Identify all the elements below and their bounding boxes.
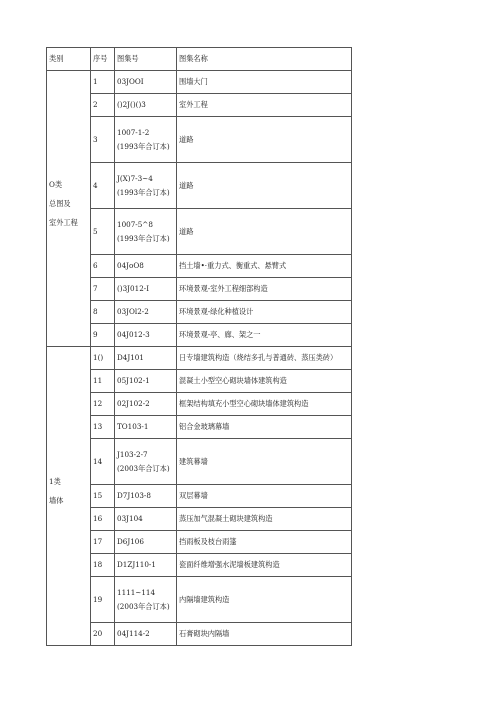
serial-cell: 16 [91, 508, 115, 531]
atlas-code-cell [115, 94, 177, 117]
serial-cell: 19 [91, 577, 115, 623]
atlas-name-cell: 挡雨板及枝台雨篷 [177, 531, 352, 554]
atlas-code: ()2J()()3 [117, 100, 146, 110]
serial-cell: 4 [91, 163, 115, 209]
header-row [47, 48, 352, 71]
serial-cell: 17 [91, 531, 115, 554]
serial-cell: 7 [91, 278, 115, 301]
atlas-code: D6J106 [117, 537, 144, 547]
atlas-code: J(X)7-3~4 [117, 173, 153, 183]
atlas-code-cell [115, 347, 177, 370]
atlas-code-cell [115, 393, 177, 416]
table-row [47, 439, 352, 485]
atlas-code-cell [115, 71, 177, 94]
atlas-name-cell: 环境景观-室外工程细部构造 [177, 278, 352, 301]
serial-cell: 1() [91, 347, 115, 370]
atlas-code-cell [115, 209, 177, 255]
atlas-code: TO103-1 [117, 422, 149, 432]
atlas-code: 1111~114 [117, 587, 156, 597]
category-line: 室外工程 [49, 217, 78, 227]
atlas-table-body [47, 48, 352, 646]
atlas-code-cell [115, 324, 177, 347]
atlas-code: 03JOl2-2 [117, 307, 149, 317]
atlas-name-cell: 道路 [177, 209, 352, 255]
atlas-code-cell [115, 485, 177, 508]
atlas-name-cell: 瓷面纤维增强水泥墙板建筑构造 [177, 554, 352, 577]
category-line: 墙体 [49, 496, 64, 505]
table-row [47, 301, 352, 324]
atlas-name-cell: 框架结构填充小型空心砌块墙体建筑构造 [177, 393, 352, 416]
table-row [47, 71, 352, 94]
atlas-code-cell [115, 117, 177, 163]
atlas-name-cell: 挡土墙•·重力式、衡重式、悬臂式 [177, 255, 352, 278]
header-serial: 序号 [91, 48, 115, 71]
atlas-code: J103-2-7 [117, 449, 148, 459]
category-line: 1类 [49, 477, 61, 487]
atlas-code: D7J103-8 [117, 491, 151, 501]
table-row [47, 577, 352, 623]
atlas-code: D1ZJ110-1 [117, 560, 156, 570]
atlas-code: D4J101 [117, 353, 144, 363]
atlas-code-cell [115, 370, 177, 393]
atlas-code-cell [115, 439, 177, 485]
atlas-name-cell: 内隔墙建筑构造 [177, 577, 352, 623]
header-atlas-code: 图集号 [115, 48, 177, 71]
table-row [47, 163, 352, 209]
table-row [47, 209, 352, 255]
atlas-name-cell: 室外工程 [177, 94, 352, 117]
category-cell [47, 347, 91, 646]
table-row [47, 485, 352, 508]
atlas-code-cell [115, 163, 177, 209]
serial-cell: 2 [91, 94, 115, 117]
serial-cell: 8 [91, 301, 115, 324]
serial-cell: 1 [91, 71, 115, 94]
atlas-code: 03J104 [117, 514, 143, 524]
serial-cell: 5 [91, 209, 115, 255]
table-row [47, 531, 352, 554]
atlas-name-cell: 双层幕墙 [177, 485, 352, 508]
table-row [47, 278, 352, 301]
atlas-code: 05J102-1 [117, 376, 150, 386]
table-row [47, 255, 352, 278]
category-line: 总图及 [49, 199, 71, 209]
atlas-name-cell: 环境景观-绿化种植设计 [177, 301, 352, 324]
table-row [47, 117, 352, 163]
atlas-code: 04J012-3 [117, 330, 150, 340]
category-cell [47, 71, 91, 347]
atlas-code: 04JoO8 [117, 261, 144, 271]
serial-cell: 3 [91, 117, 115, 163]
atlas-code-cell [115, 508, 177, 531]
category-line: O类 [49, 180, 63, 190]
atlas-name-cell: 围墙大门 [177, 71, 352, 94]
table-row [47, 94, 352, 117]
atlas-code-cell [115, 554, 177, 577]
serial-cell: 18 [91, 554, 115, 577]
table-row [47, 623, 352, 646]
serial-cell: 12 [91, 393, 115, 416]
atlas-table [46, 47, 352, 646]
atlas-code-note: (2003年合订本) [117, 463, 170, 473]
serial-cell: 13 [91, 416, 115, 439]
table-row [47, 370, 352, 393]
header-atlas-name: 图集名称 [177, 48, 352, 71]
table-row [47, 508, 352, 531]
atlas-code-note: (2003年合订本) [117, 601, 170, 611]
atlas-code: 02J102-2 [117, 399, 150, 409]
atlas-code-cell [115, 416, 177, 439]
atlas-code: ()3J012-I [117, 284, 150, 294]
header-category: 类别 [47, 48, 91, 71]
atlas-code-cell [115, 577, 177, 623]
atlas-code: 03JOOI [117, 77, 144, 87]
table-row [47, 554, 352, 577]
serial-cell: 20 [91, 623, 115, 646]
serial-cell: 15 [91, 485, 115, 508]
atlas-code-cell [115, 531, 177, 554]
atlas-code-note: (1993年合订本) [117, 141, 170, 151]
serial-cell: 14 [91, 439, 115, 485]
table-row [47, 324, 352, 347]
atlas-code-note: (1993年合订本) [117, 187, 170, 197]
serial-cell: 6 [91, 255, 115, 278]
serial-cell: 11 [91, 370, 115, 393]
atlas-code-cell [115, 301, 177, 324]
atlas-name-cell: 建筑幕墙 [177, 439, 352, 485]
atlas-code-cell [115, 278, 177, 301]
serial-cell: 9 [91, 324, 115, 347]
atlas-name-cell: 环境景观-亭、廊、架之一 [177, 324, 352, 347]
atlas-code: 1007-5^8 [117, 219, 153, 229]
atlas-code-cell [115, 623, 177, 646]
table-row [47, 393, 352, 416]
atlas-name-cell: 铝合金玻璃幕墙 [177, 416, 352, 439]
atlas-code-note: (1993年合订本) [117, 233, 170, 243]
table-row [47, 416, 352, 439]
atlas-name-cell: 混凝土小型空心砌块墙体建筑构造 [177, 370, 352, 393]
table-row [47, 347, 352, 370]
atlas-code: 1007-1-2 [117, 127, 150, 137]
atlas-code: 04J114-2 [117, 629, 150, 639]
atlas-name-cell: 石膏砌块内隔墙 [177, 623, 352, 646]
atlas-code-cell [115, 255, 177, 278]
atlas-name-cell: 蒸压加气混凝土砌块建筑构造 [177, 508, 352, 531]
atlas-name-cell: 道路 [177, 163, 352, 209]
atlas-name-cell: 日专墙建筑构造（烧结多孔与普通砖、蒸压类砖） [177, 347, 352, 370]
atlas-name-cell: 道路 [177, 117, 352, 163]
